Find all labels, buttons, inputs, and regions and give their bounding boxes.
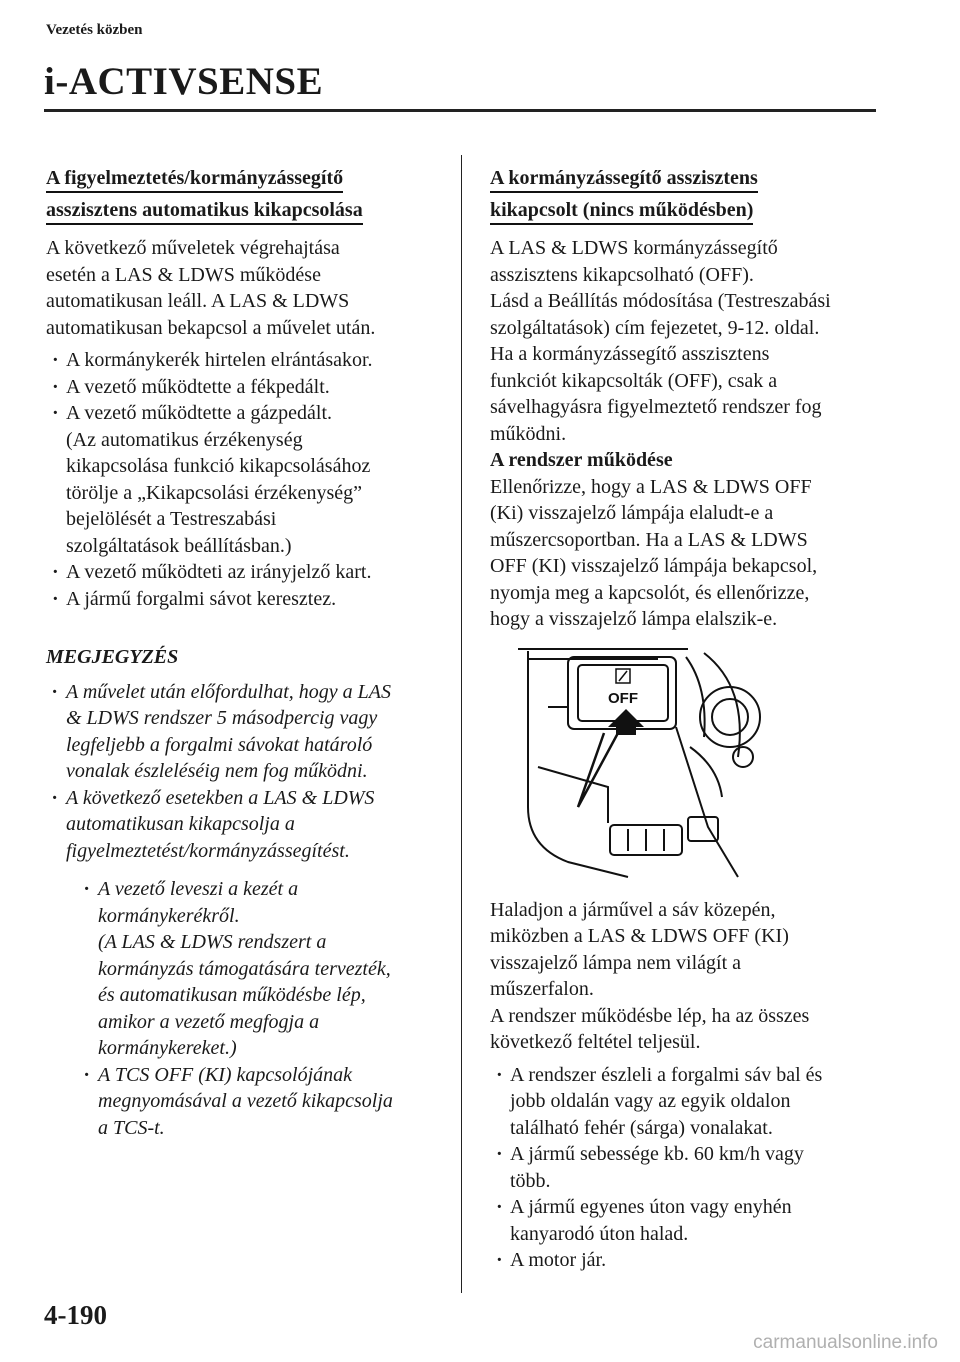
page-number: 4-190	[44, 1300, 107, 1330]
left-bullet-list	[46, 347, 446, 612]
list-item: · A rendszer észleli a forgalmi sáv bal és jobb oldalán vagy az egyik oldalon található fehér (sárga) vonalakat.	[490, 1062, 890, 1142]
list-item: · A jármű forgalmi sávot keresztez.	[46, 586, 446, 613]
note-title: MEGJEGYZÉS	[46, 646, 179, 668]
column-divider	[461, 155, 462, 1293]
right-paragraph-1: A LAS & LDWS kormányzássegítő asszisztens kikapcsolható (OFF). Lásd a Beállítás módosítása (Testreszabási szolgáltatások) cím fejezetet, 9-12. oldal. Ha a kormányzássegítő asszisztens funkciót kikapcsolták (OFF), csak a sávelhagyásra figyelmeztető rendszer fog működni.	[490, 237, 831, 445]
note-bullet-list	[46, 679, 446, 865]
list-item: · A vezető működtette a fékpedált.	[46, 374, 446, 401]
page-title: i-ACTIVSENSE	[44, 60, 324, 103]
list-item: · A vezető működtette a gázpedált. (Az automatikus érzékenység kikapcsolása funkció kikapcsolásához törölje a „Kikapcsolási érzékenység” bejelölését a Testreszabási szolgáltatások beállításban.)	[46, 400, 446, 559]
arrow-up-icon	[608, 709, 644, 735]
left-intro-paragraph: A következő műveletek végrehajtása esetén a LAS & LDWS működése automatikusan leáll. A LAS & LDWS automatikusan bekapcsol a művelet után.	[46, 237, 376, 339]
note-sub-bullet-list	[84, 876, 446, 1141]
dashboard-switch-illustration	[508, 647, 768, 883]
list-item: · A jármű sebessége kb. 60 km/h vagy több.	[490, 1141, 890, 1194]
note-item: · A következő esetekben a LAS & LDWS automatikusan kikapcsolja a figyelmeztetést/kormányzássegítést.	[46, 785, 446, 865]
right-heading	[490, 165, 890, 223]
right-bullet-list	[490, 1062, 890, 1274]
left-column	[46, 165, 446, 1141]
right-heading-line-2: kikapcsolt (nincs működésben)	[490, 199, 753, 225]
note-sub-item: · A vezető leveszi a kezét a kormánykerékről. (A LAS & LDWS rendszert a kormányzás támogatására tervezték, és automatikusan működésbe lép, amikor a vezető megfogja a kormánykereket.)	[84, 876, 446, 1062]
dashboard-illustration-svg	[508, 647, 768, 883]
left-heading-line-2: asszisztens automatikus kikapcsolása	[46, 199, 363, 225]
left-heading-line-1: A figyelmeztetés/kormányzássegítő	[46, 167, 343, 193]
watermark: carmanualsonline.info	[753, 1332, 938, 1353]
right-column	[490, 165, 890, 1274]
off-label: OFF	[608, 689, 638, 707]
right-subheading: A rendszer működése	[490, 449, 673, 471]
note-sub-item: · A TCS OFF (KI) kapcsolójának megnyomásával a vezető kikapcsolja a TCS-t.	[84, 1062, 446, 1142]
list-item: · A vezető működteti az irányjelző kart.	[46, 559, 446, 586]
note-item: · A művelet után előfordulhat, hogy a LAS & LDWS rendszer 5 másodpercig vagy legfeljebb a forgalmi sávokat határoló vonalak észleléséig nem fog működni.	[46, 679, 446, 785]
header-rule	[44, 109, 876, 112]
right-paragraph-2: Ellenőrizze, hogy a LAS & LDWS OFF (Ki) visszajelző lámpája elaludt-e a műszercsoportban. Ha a LAS & LDWS OFF (KI) visszajelző lámpája bekapcsol, nyomja meg a kapcsolót, és ellenőrizze, hogy a visszajelző lámpa elalszik-e.	[490, 475, 818, 630]
list-item: · A motor jár.	[490, 1247, 890, 1274]
list-item: · A jármű egyenes úton vagy enyhén kanyarodó úton halad.	[490, 1194, 890, 1247]
right-paragraph-3: Haladjon a járművel a sáv közepén, miközben a LAS & LDWS OFF (KI) visszajelző lámpa nem világít a műszerfalon. A rendszer működésbe lép, ha az összes következő feltétel teljesül.	[490, 898, 810, 1053]
right-heading-line-1: A kormányzássegítő asszisztens	[490, 167, 758, 193]
section-label: Vezetés közben	[46, 22, 143, 38]
list-item: · A kormánykerék hirtelen elrántásakor.	[46, 347, 446, 374]
left-heading	[46, 165, 446, 223]
